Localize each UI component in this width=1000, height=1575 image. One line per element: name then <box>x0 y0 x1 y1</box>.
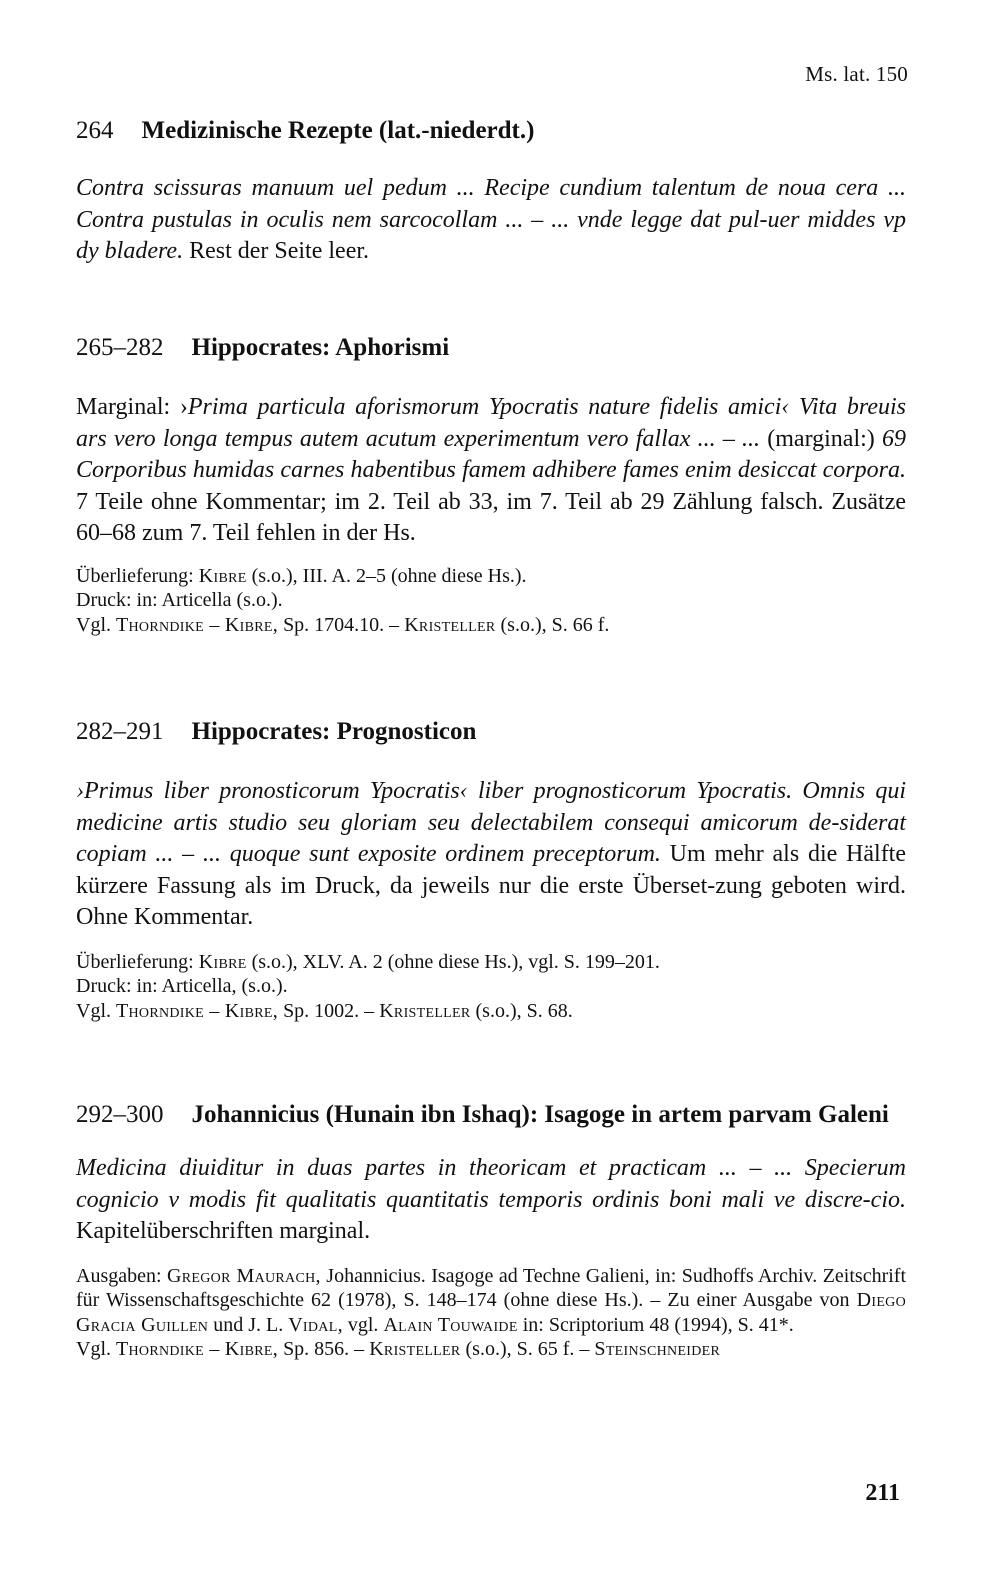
folio-range: 264 <box>76 117 114 144</box>
bibliography-notes <box>76 950 906 1024</box>
marginal-label: Marginal: › <box>76 394 188 420</box>
entry-heading <box>76 331 906 364</box>
entry-title: Johannicius (Hunain ibn Ishaq): Isagoge in artem parvam Galeni <box>191 1101 889 1128</box>
incipit-explicit: Medicina diuiditur in duas partes in theoricam et practicam ... – ... Specierum cognicio v modis fit qualitatis quantitatis temporis ordinis boni mali ve discre-cio. <box>76 1155 906 1213</box>
incipit-explicit: ›Primus liber pronosticorum Ypocratis‹ liber prognosticorum Ypocratis. Omnis qui medicine artis studio seu gloriam seu delectabilem consequi amicorum de-siderat copiam ... – ... quoque sunt exposite ordinem preceptorum. <box>76 778 906 867</box>
entry-heading <box>76 114 906 147</box>
entry-title: Hippocrates: Prognosticon <box>191 718 477 745</box>
folio-range: 292–300 <box>76 1101 164 1128</box>
catalog-entry-265-282 <box>76 331 906 637</box>
catalog-entry-282-291 <box>76 715 906 1023</box>
description-text: 7 Teile ohne Kommentar; im 2. Teil ab 33, im 7. Teil ab 29 Zählung falsch. Zusätze 60–68 zum 7. Teil fehlen in der Hs. <box>76 488 906 546</box>
note-print: Druck: in: Articella (s.o.). <box>76 589 283 611</box>
note-compare: Vgl. Thorndike – Kibre, Sp. 1704.10. – Kristeller (s.o.), S. 66 f. <box>76 613 610 636</box>
note-transmission: Überlieferung: Kibre (s.o.), XLV. A. 2 (ohne diese Hs.), vgl. S. 199–201. <box>76 950 660 973</box>
marginal-note-label: (marginal:) <box>760 425 882 452</box>
note-print: Druck: in: Articella, (s.o.). <box>76 975 288 997</box>
note-editions: Ausgaben: Gregor Maurach, Johannicius. Isagoge ad Techne Galieni, in: Sudhoffs Archiv. Zeitschrift für Wissenschaftsgeschichte 62 (1978), S. 148–174 (ohne diese Hs.). – Zu einer Ausgabe von Diego Gracia Guillen und J. L. Vidal, vgl. Alain Touwaide in: Scriptorium 48 (1994), S. 41*. <box>76 1264 906 1336</box>
entry-description <box>76 776 906 934</box>
running-head: Ms. lat. 150 <box>805 62 908 86</box>
entry-heading <box>76 715 906 748</box>
incipit-explicit: Contra scissuras manuum uel pedum ... Recipe cundium talentum de noua cera ... Contra pustulas in oculis nem sarcocollam ... – ... vnde legge dat pul-uer middes vp dy bladere. <box>76 175 906 264</box>
note-compare: Vgl. Thorndike – Kibre, Sp. 856. – Kristeller (s.o.), S. 65 f. – Steinschneider <box>76 1338 721 1360</box>
entry-description <box>76 173 906 268</box>
description-text: Um mehr als die Hälfte kürzere Fassung als im Druck, da jeweils nur die erste Überset-zung geboten wird. Ohne Kommentar. <box>76 841 907 930</box>
description-text: Kapitelüberschriften marginal. <box>76 1218 371 1244</box>
catalog-entry-264 <box>76 114 906 268</box>
folio-range: 265–282 <box>76 334 164 361</box>
catalog-entry-292-300 <box>76 1098 906 1362</box>
folio-range: 282–291 <box>76 718 164 745</box>
description-text: Rest der Seite leer. <box>183 238 370 264</box>
bibliography-notes <box>76 1264 906 1362</box>
note-transmission: Überlieferung: Kibre (s.o.), III. A. 2–5 (ohne diese Hs.). <box>76 564 527 587</box>
note-compare: Vgl. Thorndike – Kibre, Sp. 1002. – Kristeller (s.o.), S. 68. <box>76 999 573 1022</box>
marginal-aphorism: 69 Corporibus humidas carnes habentibus famem adhibere fames enim desiccat corpora. <box>76 425 906 483</box>
entry-description <box>76 1153 906 1248</box>
page-number: 211 <box>865 1480 900 1506</box>
incipit-explicit: Prima particula aforismorum Ypocratis nature fidelis amici‹ Vita breuis ars vero longa tempus autem acutum experimentum vero fallax ... – ... <box>76 394 906 452</box>
entry-title: Hippocrates: Aphorismi <box>191 334 450 361</box>
bibliography-notes <box>76 564 906 638</box>
entry-title: Medizinische Rezepte (lat.-niederdt.) <box>141 117 535 144</box>
entry-heading <box>76 1098 906 1131</box>
entry-description <box>76 392 906 550</box>
